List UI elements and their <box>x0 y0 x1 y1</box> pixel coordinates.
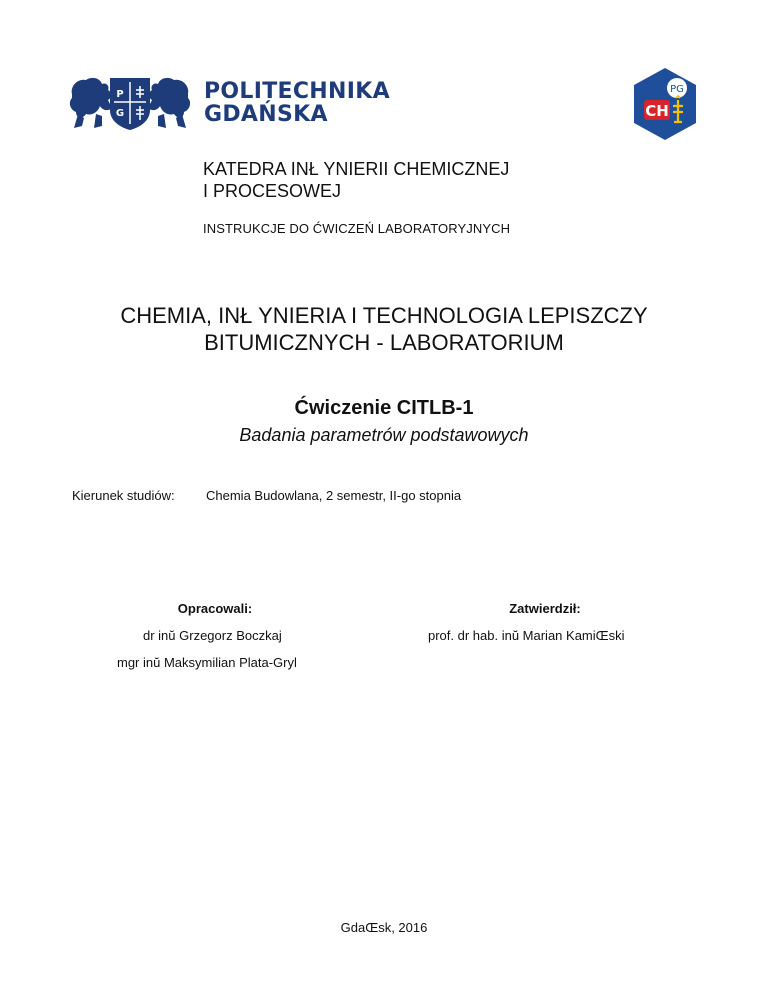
badge-pg-text: PG <box>670 84 684 95</box>
course-title-line-2: BITUMICZNYCH - LABORATORIUM <box>204 330 564 355</box>
chemistry-faculty-badge <box>630 66 700 142</box>
department-name <box>203 158 509 202</box>
svg-text:P: P <box>116 89 124 100</box>
instructions-heading: INSTRUKCJE DO ĆWICZEŃ LABORATORYJNYCH <box>203 221 511 236</box>
authors-heading: Opracowali: <box>177 601 253 616</box>
place-and-year: GdaŒsk, 2016 <box>340 920 428 935</box>
department-line-2: I PROCESOWEJ <box>203 181 342 201</box>
approver-name: prof. dr hab. inŭ Marian KamiŒski <box>428 628 625 643</box>
approval-heading: Zatwierdził: <box>509 601 581 616</box>
faculty-of-chemistry-badge-icon <box>630 66 700 142</box>
department-line-1: KATEDRA INŁ YNIERII CHEMICZNEJ <box>203 159 510 179</box>
exercise-subtitle: Badania parametrów podstawowych <box>239 425 529 445</box>
author-name: mgr inŭ Maksymilian Plata-Gryl <box>117 655 297 670</box>
university-wordmark <box>204 80 390 126</box>
badge-ch-text: CH <box>645 102 669 120</box>
field-of-study-label: Kierunek studiów: <box>72 488 175 503</box>
course-title-line-1: CHEMIA, INŁ YNIERIA I TECHNOLOGIA LEPISZCZY <box>120 303 648 328</box>
wordmark-line-1: POLITECHNIKA <box>204 79 390 104</box>
course-title <box>0 302 768 356</box>
author-name: dr inŭ Grzegorz Boczkaj <box>143 628 282 643</box>
university-logo <box>68 72 398 132</box>
svg-text:G: G <box>115 108 125 119</box>
wordmark-line-2: GDAŃSKA <box>204 102 328 127</box>
field-of-study-value: Chemia Budowlana, 2 semestr, II-go stopnia <box>206 488 462 503</box>
griffin-emblem-icon <box>68 72 192 132</box>
exercise-title: Ćwiczenie CITLB-1 <box>294 397 474 419</box>
